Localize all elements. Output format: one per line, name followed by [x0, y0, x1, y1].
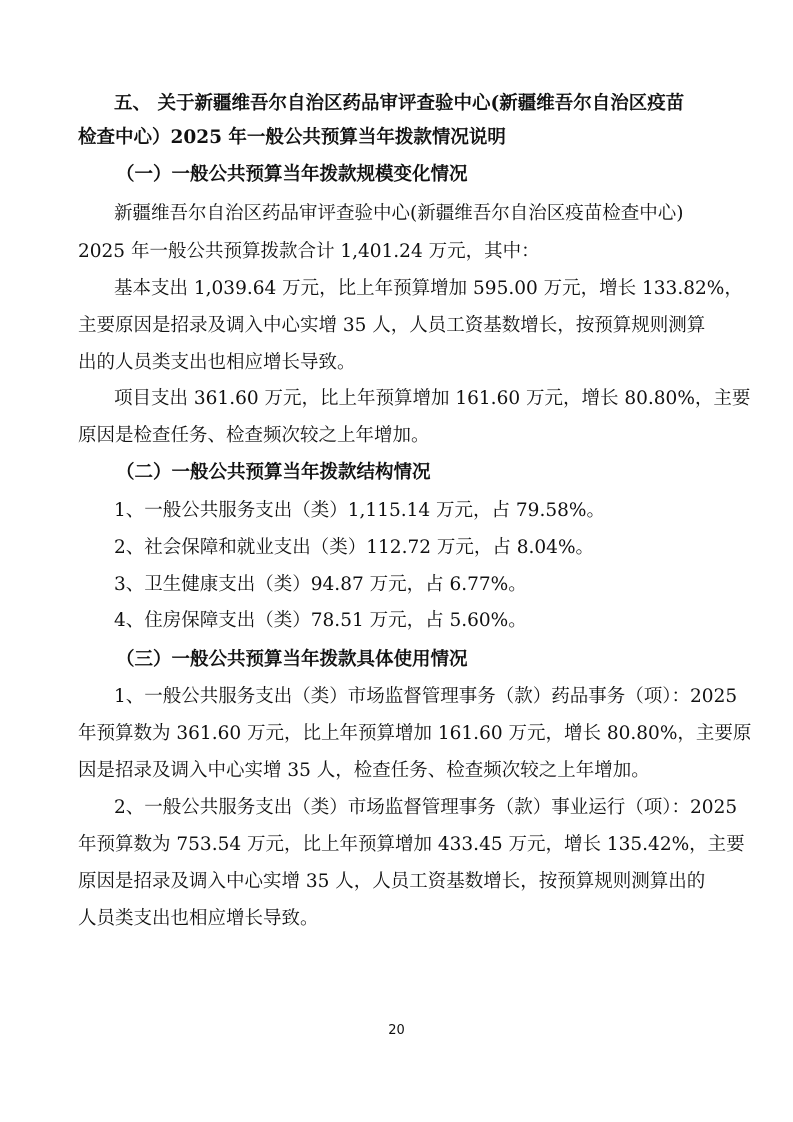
subsection-heading-1: （一）一般公共预算当年拨款规模变化情况	[116, 164, 468, 185]
section-title-line-2: 检查中心）2025 年一般公共预算当年拨款情况说明	[78, 127, 506, 148]
list-item: 2、社会保障和就业支出（类）112.72 万元，占 8.04%。	[114, 537, 595, 558]
list-item: 3、卫生健康支出（类）94.87 万元，占 6.77%。	[114, 574, 527, 595]
paragraph-line: 原因是招录及调入中心实增 35 人，人员工资基数增长，按预算规则测算出的	[78, 871, 706, 892]
paragraph-line: 年预算数为 361.60 万元，比上年预算增加 161.60 万元，增长 80.80%，主要原	[78, 723, 752, 744]
list-item: 4、住房保障支出（类）78.51 万元，占 5.60%。	[114, 610, 527, 631]
subsection-heading-2: （二）一般公共预算当年拨款结构情况	[116, 462, 431, 483]
list-item: 1、一般公共服务支出（类）1,115.14 万元，占 79.58%。	[114, 500, 605, 521]
paragraph-line: 1、一般公共服务支出（类）市场监督管理事务（款）药品事务（项）：2025	[114, 686, 738, 707]
paragraph-line: 基本支出 1,039.64 万元，比上年预算增加 595.00 万元，增长 133.82%，	[114, 278, 743, 299]
paragraph-line: 因是招录及调入中心实增 35 人，检查任务、检查频次较之上年增加。	[78, 760, 650, 781]
paragraph-line: 2025 年一般公共预算拨款合计 1,401.24 万元，其中：	[78, 241, 540, 262]
paragraph-line: 新疆维吾尔自治区药品审评查验中心(新疆维吾尔自治区疫苗检查中心)	[114, 203, 684, 224]
paragraph-line: 原因是检查任务、检查频次较之上年增加。	[78, 425, 430, 446]
paragraph-line: 年预算数为 753.54 万元，比上年预算增加 433.45 万元，增长 135.42%，主要	[78, 834, 745, 855]
paragraph-line: 人员类支出也相应增长导致。	[78, 908, 319, 929]
subsection-heading-3: （三）一般公共预算当年拨款具体使用情况	[116, 649, 468, 670]
paragraph-line: 2、一般公共服务支出（类）市场监督管理事务（款）事业运行（项）：2025	[114, 797, 738, 818]
paragraph-line: 项目支出 361.60 万元，比上年预算增加 161.60 万元，增长 80.80%，主要	[114, 388, 751, 409]
paragraph-line: 主要原因是招录及调入中心实增 35 人，人员工资基数增长，按预算规则测算	[78, 315, 706, 336]
section-title-line-1: 五、 关于新疆维吾尔自治区药品审评查验中心(新疆维吾尔自治区疫苗	[114, 93, 685, 114]
paragraph-line: 出的人员类支出也相应增长导致。	[78, 352, 356, 373]
page-number: 20	[388, 1023, 405, 1038]
